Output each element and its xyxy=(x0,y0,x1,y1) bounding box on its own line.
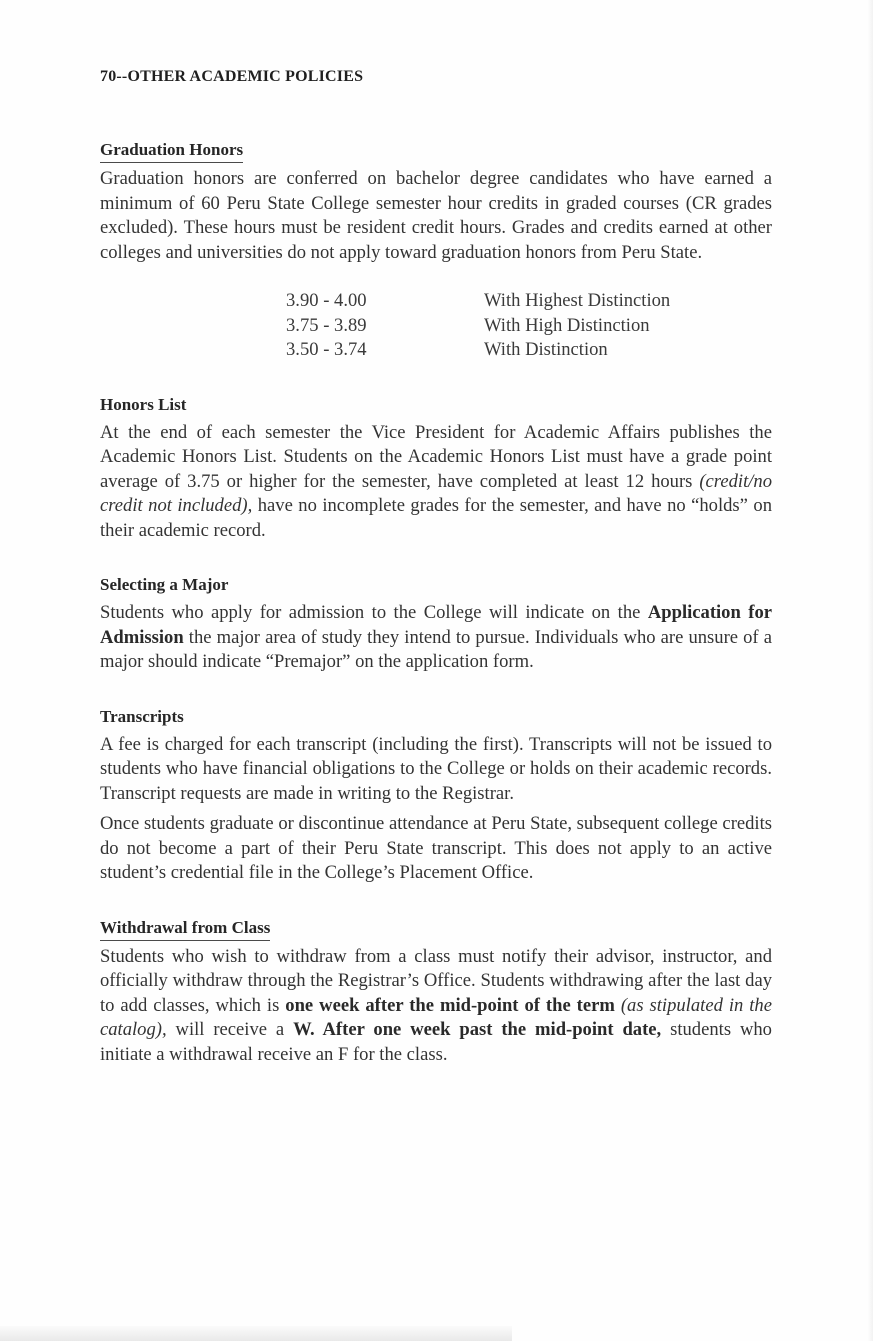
selecting-major-body xyxy=(100,601,772,675)
page-content xyxy=(100,140,772,1067)
section-transcripts xyxy=(100,707,772,886)
honors-range: 3.75 - 3.89 xyxy=(286,314,367,336)
section-title-selecting-major: Selecting a Major xyxy=(100,575,229,594)
section-selecting-major xyxy=(100,575,772,675)
honors-label: With Distinction xyxy=(484,339,608,360)
honors-row xyxy=(286,338,670,363)
withdrawal-text-2: will receive a xyxy=(166,1019,294,1040)
section-title-transcripts: Transcripts xyxy=(100,706,184,726)
honors-table xyxy=(286,289,670,363)
withdrawal-bold-deadline: one week after the mid-point of the term xyxy=(285,994,615,1016)
honors-row xyxy=(286,314,670,339)
application-for-admission-term: Application for Admission xyxy=(100,602,772,648)
withdrawal-italic-note: (as stipulated in the catalog), xyxy=(100,994,772,1040)
section-graduation-honors xyxy=(100,140,772,363)
honors-list-body xyxy=(100,421,772,544)
honors-list-italic: (credit/no credit not included), xyxy=(100,470,772,516)
transcripts-paragraph-1: A fee is charged for each transcript (including the first). Transcripts will not be issued to students who have financial obligations to the College or holds on their academic records. Transcript requests are made in writing to the Registrar. xyxy=(100,733,772,804)
section-title-withdrawal: Withdrawal from Class xyxy=(100,918,270,941)
transcripts-paragraph-2: Once students graduate or discontinue attendance at Peru State, subsequent college credits do not become a part of their Peru State transcript. This does not apply to an active student’s credential file in the College’s Placement Office. xyxy=(100,813,772,883)
withdrawal-text-3: students who initiate a withdrawal receive an F for the class. xyxy=(100,1019,772,1065)
withdrawal-body xyxy=(100,945,772,1068)
page-header: 70--OTHER ACADEMIC POLICIES xyxy=(100,68,364,85)
graduation-honors-body: Graduation honors are conferred on bachelor degree candidates who have earned a minimum of 60 Peru State College semester hour credits in graded courses (CR grades excluded). These hours must be resident credit hours. Grades and credits earned at other colleges and universities do not apply toward graduation honors from Peru State. xyxy=(100,168,772,263)
section-title-honors-list: Honors List xyxy=(100,394,187,414)
withdrawal-text-1: Students who wish to withdraw from a class must notify their advisor, instructor, and officially withdraw through the Registrar’s Office. Students withdrawing after the last day to add classes, which is xyxy=(100,945,772,1016)
section-title-graduation-honors: Graduation Honors xyxy=(100,140,243,163)
honors-range: 3.90 - 4.00 xyxy=(286,290,367,311)
withdrawal-bold-grade: W. After one week past the mid-point date, xyxy=(293,1019,662,1040)
scan-bottom-shadow xyxy=(0,1326,512,1341)
honors-list-text-1: At the end of each semester the Vice President for Academic Affairs publishes the Academic Honors List. Students on the Academic Honors List must have a grade point average of 3.75 or higher for the semester, have completed at least 12 hours xyxy=(100,421,772,492)
honors-range: 3.50 - 3.74 xyxy=(286,339,367,360)
honors-label: With Highest Distinction xyxy=(484,290,671,311)
section-honors-list xyxy=(100,395,772,544)
selecting-major-text-2: the major area of study they intend to pursue. Individuals who are unsure of a major should indicate “Premajor” on the application form. xyxy=(100,626,772,672)
honors-row xyxy=(286,289,670,314)
honors-list-text-2: have no incomplete grades for the semester, and have no “holds” on their academic record. xyxy=(100,495,772,541)
selecting-major-text-1: Students who apply for admission to the College will indicate on the xyxy=(100,602,648,623)
section-withdrawal xyxy=(100,918,772,1068)
page-edge-shadow xyxy=(867,0,873,1341)
honors-label: With High Distinction xyxy=(484,314,650,336)
